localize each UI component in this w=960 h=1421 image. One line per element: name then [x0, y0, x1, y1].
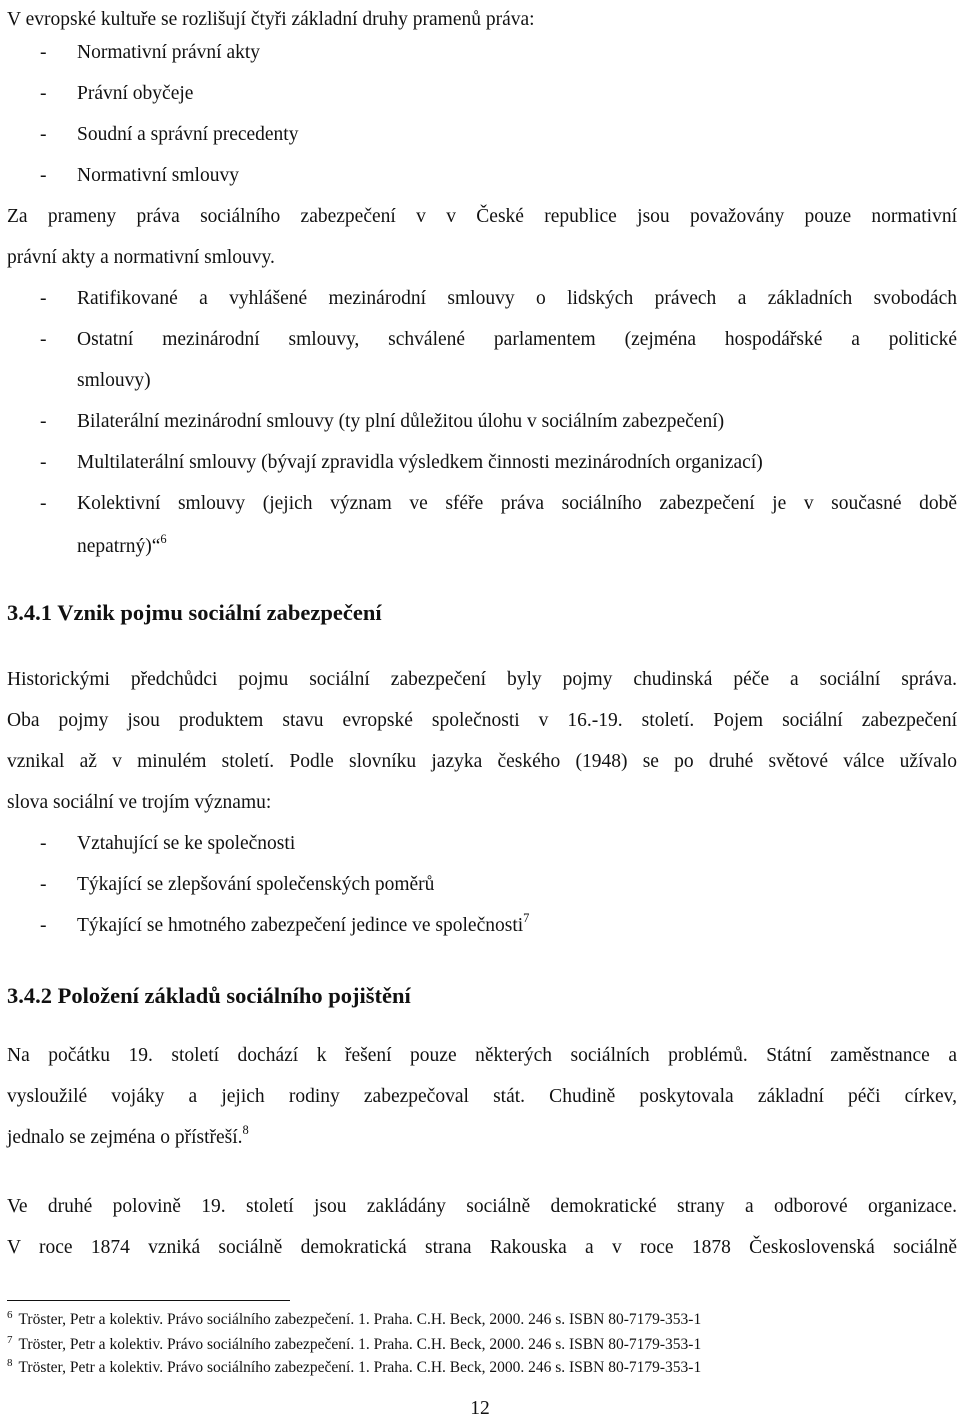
- footnote-ref[interactable]: 6: [160, 531, 167, 546]
- footnote-number: 6: [7, 1309, 13, 1321]
- list-bullet: -: [40, 452, 47, 473]
- paragraph-line: vysloužilé vojáky a jejich rodiny zabezpečoval stát. Chudině poskytovala základní péči církev,: [7, 1086, 957, 1107]
- list-item: [77, 910, 530, 938]
- footnote-divider: [7, 1300, 290, 1301]
- paragraph-text: jednalo se zejména o přístřeší.: [7, 1127, 243, 1148]
- list-item: Ostatní mezinárodní smlouvy, schválené parlamentem (zejména hospodářské a politické: [77, 329, 957, 350]
- paragraph-line: Na počátku 19. století dochází k řešení pouze některých sociálních problémů. Státní zaměstnance a: [7, 1045, 957, 1066]
- paragraph-line: V roce 1874 vzniká sociálně demokratická strana Rakouska a v roce 1878 Československá sociálně: [7, 1237, 957, 1258]
- list-item: Právní obyčeje: [77, 83, 194, 104]
- list-item: Bilaterální mezinárodní smlouvy (ty plní důležitou úlohu v sociálním zabezpečení): [77, 411, 725, 432]
- list-item: Ratifikované a vyhlášené mezinárodní smlouvy o lidských právech a základních svobodách: [77, 288, 957, 309]
- footnote-ref[interactable]: 8: [242, 1122, 249, 1137]
- footnote-number: 8: [7, 1357, 13, 1369]
- section-heading: 3.4.2 Položení základů sociálního pojištění: [7, 983, 411, 1008]
- list-item: Soudní a správní precedenty: [77, 124, 299, 145]
- list-bullet: -: [40, 874, 47, 895]
- list-bullet: -: [40, 124, 47, 145]
- list-item-continuation: smlouvy): [77, 370, 151, 391]
- footnote: [7, 1335, 701, 1356]
- footnote-text: Tröster, Petr a kolektiv. Právo sociálního zabezpečení. 1. Praha. C.H. Beck, 2000. 246 s. ISBN 80-7179-353-1: [18, 1336, 702, 1353]
- footnote-text: Tröster, Petr a kolektiv. Právo sociálního zabezpečení. 1. Praha. C.H. Beck, 2000. 246 s. ISBN 80-7179-353-1: [18, 1311, 702, 1328]
- list-item-text: Týkající se hmotného zabezpečení jedince ve společnosti: [77, 915, 524, 936]
- list-bullet: -: [40, 915, 47, 936]
- list-item: Vztahující se ke společnosti: [77, 833, 296, 854]
- footnote-text: Tröster, Petr a kolektiv. Právo sociálního zabezpečení. 1. Praha. C.H. Beck, 2000. 246 s. ISBN 80-7179-353-1: [18, 1359, 702, 1376]
- paragraph-line: právní akty a normativní smlouvy.: [7, 247, 275, 268]
- list-bullet: -: [40, 83, 47, 104]
- footnote-ref[interactable]: 7: [523, 910, 530, 925]
- paragraph-line: Oba pojmy jsou produktem stavu evropské společnosti v 16.-19. století. Pojem sociální zabezpečení: [7, 710, 957, 731]
- list-item-continuation: [77, 531, 167, 559]
- list-bullet: -: [40, 165, 47, 186]
- list-item-text: nepatrný)“: [77, 536, 161, 557]
- list-bullet: -: [40, 493, 47, 514]
- list-item: Normativní právní akty: [77, 42, 261, 63]
- list-bullet: -: [40, 288, 47, 309]
- page-number: 12: [470, 1398, 490, 1419]
- list-item: Kolektivní smlouvy (jejich význam ve sféře práva sociálního zabezpečení je v současné době: [77, 493, 957, 514]
- paragraph-line: Ve druhé polovině 19. století jsou zakládány sociálně demokratické strany a odborové organizace.: [7, 1196, 957, 1217]
- footnote-number: 7: [7, 1334, 13, 1346]
- paragraph-line: Za prameny práva sociálního zabezpečení v v České republice jsou považovány pouze normativní: [7, 206, 957, 227]
- paragraph-line: vznikal až v minulém století. Podle slovníku jazyka českého (1948) se po druhé světové válce užívalo: [7, 751, 957, 772]
- list-bullet: -: [40, 329, 47, 350]
- section-heading: 3.4.1 Vznik pojmu sociální zabezpečení: [7, 600, 382, 625]
- list-item: Týkající se zlepšování společenských poměrů: [77, 874, 435, 895]
- footnote: [7, 1358, 701, 1379]
- list-item: Normativní smlouvy: [77, 165, 239, 186]
- list-bullet: -: [40, 411, 47, 432]
- footnote: [7, 1310, 701, 1331]
- paragraph-line: [7, 1122, 249, 1150]
- paragraph-line: slova sociální ve trojím významu:: [7, 792, 272, 813]
- list-bullet: -: [40, 833, 47, 854]
- paragraph-line: Historickými předchůdci pojmu sociální zabezpečení byly pojmy chudinská péče a sociální správa.: [7, 669, 957, 690]
- list-bullet: -: [40, 42, 47, 63]
- intro-text: V evropské kultuře se rozlišují čtyři základní druhy pramenů práva:: [7, 9, 535, 30]
- list-item: Multilaterální smlouvy (bývají zpravidla výsledkem činnosti mezinárodních organizací): [77, 452, 763, 473]
